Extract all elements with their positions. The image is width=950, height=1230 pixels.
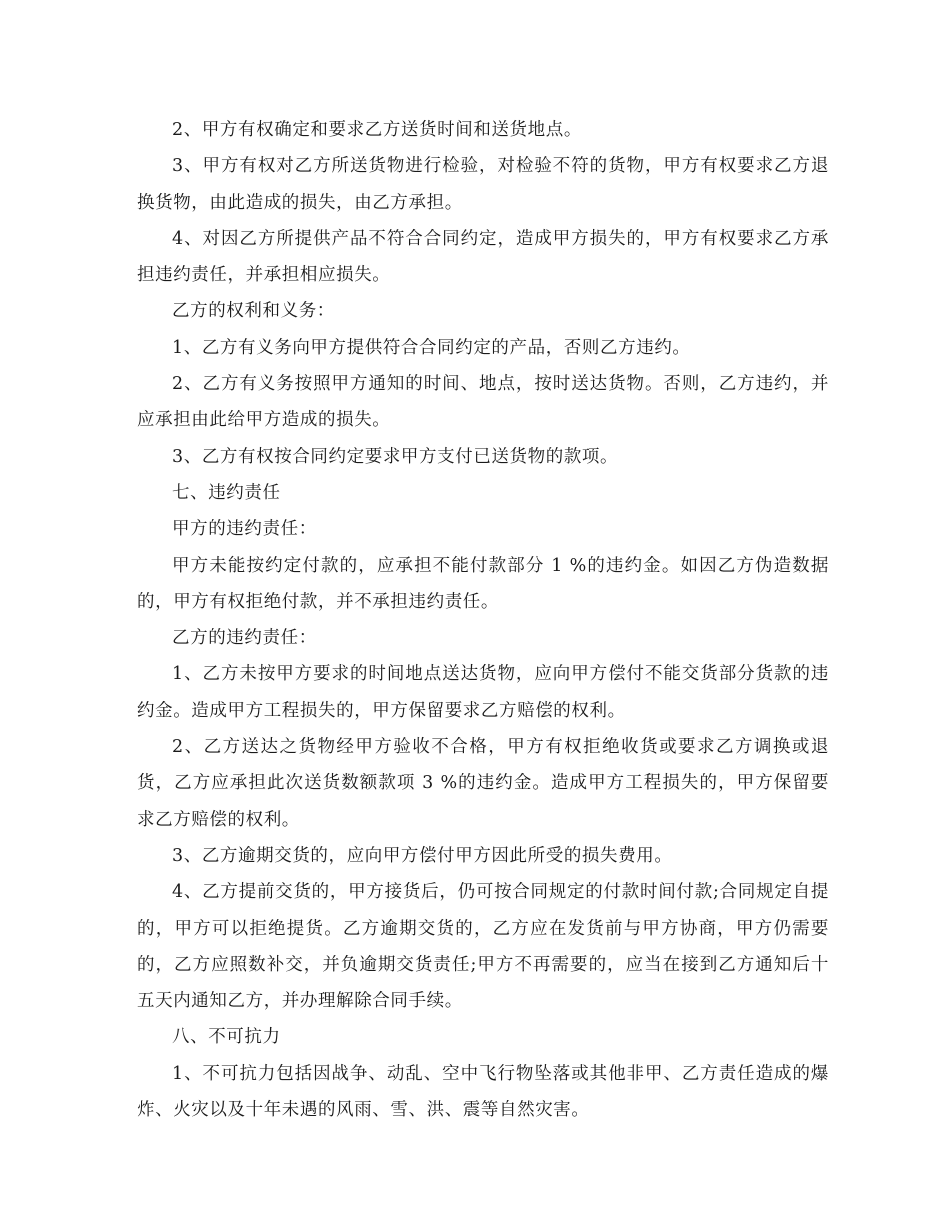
heading-party-a-breach: 甲方的违约责任： <box>172 519 317 540</box>
clause-party-b-breach-2: 2、乙方送达之货物经甲方验收不合格，甲方有权拒绝收货或要求乙方调换或退货，乙方应承担此次送货数额款项 3 %的违约金。造成甲方工程损失的，甲方保留要求乙方赔偿的权利。 <box>137 737 829 830</box>
clause-party-b-breach-1: 1、乙方未按甲方要求的时间地点送达货物，应向甲方偿付不能交货部分货款的违约金。造成甲方工程损失的，甲方保留要求乙方赔偿的权利。 <box>137 664 829 721</box>
heading-party-b-breach: 乙方的违约责任： <box>172 628 317 649</box>
clause-party-a-right-4: 4、对因乙方所提供产品不符合合同约定，造成甲方损失的，甲方有权要求乙方承担违约责任，并承担相应损失。 <box>137 228 829 286</box>
clause-party-b-duty-3: 3、乙方有权按合同约定要求甲方支付已送货物的款项。 <box>172 446 619 467</box>
clause-party-a-right-3: 3、甲方有权对乙方所送货物进行检验，对检验不符的货物，甲方有权要求乙方退换货物，由此造成的损失，由乙方承担。 <box>137 156 829 213</box>
clause-party-b-duty-2: 2、乙方有义务按照甲方通知的时间、地点，按时送达货物。否则，乙方违约，并应承担由此给甲方造成的损失。 <box>137 374 829 431</box>
clause-force-majeure-1: 1、不可抗力包括因战争、动乱、空中飞行物坠落或其他非甲、乙方责任造成的爆炸、火灾以及十年未遇的风雨、雪、洪、震等自然灾害。 <box>137 1063 829 1121</box>
heading-party-b-rights: 乙方的权利和义务： <box>172 301 335 322</box>
clause-party-a-breach: 甲方未能按约定付款的，应承担不能付款部分 1 %的违约金。如因乙方伪造数据的，甲方有权拒绝付款，并不承担违约责任。 <box>137 555 829 612</box>
clause-party-b-breach-3: 3、乙方逾期交货的，应向甲方偿付甲方因此所受的损失费用。 <box>172 845 673 866</box>
section-heading-breach: 七、违约责任 <box>172 482 281 503</box>
clause-party-b-breach-4: 4、乙方提前交货的，甲方接货后，仍可按合同规定的付款时间付款;合同规定自提的，甲方可以拒绝提货。乙方逾期交货的，乙方应在发货前与甲方协商，甲方仍需要的，乙方应照数补交，并负逾期交货责任;甲方不再需要的，应当在接到乙方通知后十五天内通知乙方，并办理解除合同手续。 <box>137 882 829 1012</box>
clause-party-a-right-2: 2、甲方有权确定和要求乙方送货时间和送货地点。 <box>172 120 582 140</box>
clause-party-b-duty-1: 1、乙方有义务向甲方提供符合合同约定的产品，否则乙方违约。 <box>172 337 691 358</box>
section-heading-force-majeure: 八、不可抗力 <box>172 1027 281 1048</box>
document-body <box>137 112 829 1128</box>
